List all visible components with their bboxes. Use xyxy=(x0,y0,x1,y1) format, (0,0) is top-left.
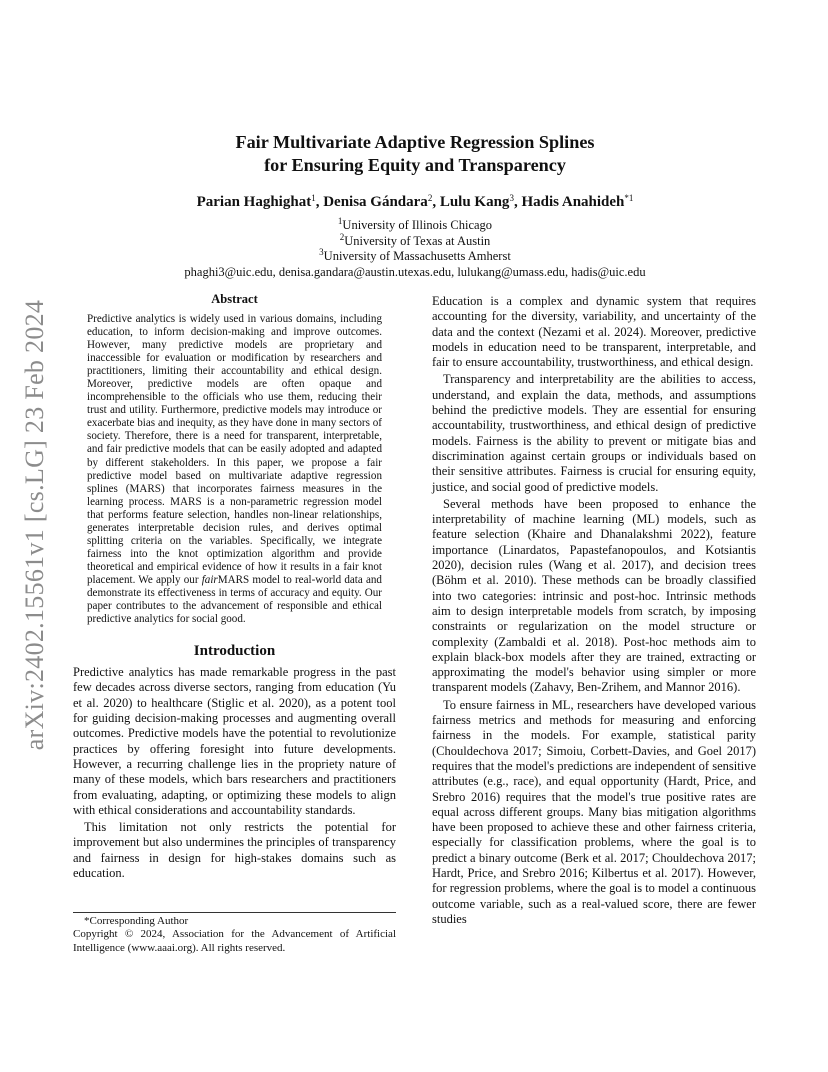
affiliation: $^3$University of Massachusetts Amherst xyxy=(319,247,511,263)
body-paragraph: Transparency and interpretability are the abilities to access, understand, and explain the data, methods, and assumptions behind the predictive models. They are essential for ensuring accountability, trustworthiness, and ethical design of predictive models. Fairness is the ability to prevent or mitigate bias and discrimination against certain groups or individuals based on their sensitive attributes. Fairness is crucial for ensuring equity, justice, and social good of predictive models. xyxy=(432,372,756,494)
intro-paragraph: This limitation not only restricts the potential for improvement but also undermines the principles of transparency and fairness in design for high-stakes domains such as education. xyxy=(73,820,396,880)
footnote xyxy=(73,912,396,955)
paper-title xyxy=(75,131,755,177)
title-line-2: for Ensuring Equity and Transparency xyxy=(264,155,566,175)
left-column xyxy=(73,292,396,881)
right-column xyxy=(432,294,756,927)
body-paragraph: Several methods have been proposed to enhance the interpretability of machine learning (ML) models, such as feature selection (Khaire and Dhanalakshmi 2022), feature importance (Linardatos, Papastefanopoulos, and Kotsiantis 2020), decision rules (Wang et al. 2017), and decision trees (Böhm et al. 2010). These methods can be broadly classified into two categories: intrinsic and post-hoc. Intrinsic methods aim to design interpretable models from scratch, by imposing constraints or regularization on the model structure or complexity (Zambaldi et al. 2018). Post-hoc methods aim to explain black-box models after they are trained, extracting or approximating the model's behavior using simpler or more transparent models (Zahavy, Ben-Zrihem, and Mannor 2016). xyxy=(432,496,756,695)
author: Denisa Gándara$^2$, xyxy=(323,193,440,210)
copyright-notice: Copyright © 2024, Association for the Advancement of Artificial Intelligence (www.aaai.org). All rights reserved. xyxy=(73,928,396,954)
paper-header xyxy=(75,131,755,280)
author-list xyxy=(75,192,755,212)
title-line-1: Fair Multivariate Adaptive Regression Splines xyxy=(235,132,595,152)
affiliation: $^1$University of Illinois Chicago xyxy=(337,216,493,232)
affiliations xyxy=(75,218,755,280)
arxiv-id-text: arXiv:2402.15561v1 [cs.LG] 23 Feb 2024 xyxy=(20,299,49,751)
abstract-heading: Abstract xyxy=(211,292,258,306)
introduction-heading: Introduction xyxy=(193,643,276,660)
body-paragraph: Education is a complex and dynamic system that requires accounting for the diversity, variability, and uncertainty of the data and the context (Nezami et al. 2024). Moreover, predictive models in education need to be transparent, interpretable, and fair to ensure accountability, trustworthiness, and ethical design. xyxy=(432,294,756,370)
body-paragraph: To ensure fairness in ML, researchers have developed various fairness metrics and methods for measuring and enforcing fairness in the models. For example, statistical parity (Chouldechova 2017; Simoiu, Corbett-Davies, and Goel 2017) requires that the model's predictions are independent of sensitive attributes (e.g., race), and equal opportunity (Hardt, Price, and Srebro 2016) requires that the model's true positive rates are equal across different groups. Many bias mitigation algorithms have been proposed to achieve these and other fairness criteria, especially for classification problems, where the goal is to predict a binary outcome (Berk et al. 2017; Chouldechova 2017; Hardt, Price, and Srebro 2016; Kilbertus et al. 2017). However, for regression problems, where the goal is to model a continuous outcome variable, such as a real-valued score, there are fewer studies xyxy=(432,697,756,926)
author: Lulu Kang$^3$, xyxy=(439,193,522,210)
author: Parian Haghighat$^1$, xyxy=(196,193,324,210)
arxiv-side-identifier xyxy=(20,290,50,760)
author-emails: phaghi3@uic.edu, denisa.gandara@austin.utexas.edu, lulukang@umass.edu, hadis@uic.edu xyxy=(184,264,646,279)
author: Hadis Anahideh$^{*1}$ xyxy=(521,193,634,210)
abstract-paragraph: Predictive analytics is widely used in various domains, including education, to inform decision-making and improve outcomes. However, many predictive models are proprietary and inaccessible for evaluation or modification by researchers and practitioners, limiting their accountability and ethical design. Moreover, predictive models are often opaque and incomprehensible to the officials who use them, reducing their trust and utility. Furthermore, predictive models may introduce or exacerbate bias and inequity, as they have done in many sectors of society. Therefore, there is a need for transparent, interpretable, and fair predictive models that can be easily adopted and adapted by different stakeholders. In this paper, we propose a fair predictive model based on multivariate adaptive regression splines (MARS) that incorporates fairness measures in the learning process. MARS is a non-parametric regression model that performs feature selection, handles non-linear relationships, generates interpretable decision rules, and derives optimal splitting criteria on the variables. Specifically, we integrate fairness into the knot optimization algorithm and provide theoretical and empirical evidence of how it results in a fair knot placement. We apply our fairMARS model to real-world data and demonstrate its effectiveness in terms of accuracy and equity. Our paper contributes to the advancement of responsible and ethical predictive analytics for social good. xyxy=(87,313,382,626)
affiliation: $^2$University of Texas at Austin xyxy=(339,231,491,248)
abstract-body xyxy=(87,313,382,626)
corresponding-author-note: *Corresponding Author xyxy=(84,915,189,927)
intro-paragraph: Predictive analytics has made remarkable progress in the past few decades across diverse sectors, ranging from education (Yu et al. 2020) to healthcare (Stiglic et al. 2020), as a potent tool for guiding decision-making processes and augmenting overall outcomes. Predictive models have the potential to revolutionize practices by offering foresight into future developments. However, a recurring challenge lies in the propriety nature of many of these models, which bars researchers and practitioners from evaluating, adapting, or optimizing these models to align with ethical considerations and accountability standards. xyxy=(73,665,396,817)
